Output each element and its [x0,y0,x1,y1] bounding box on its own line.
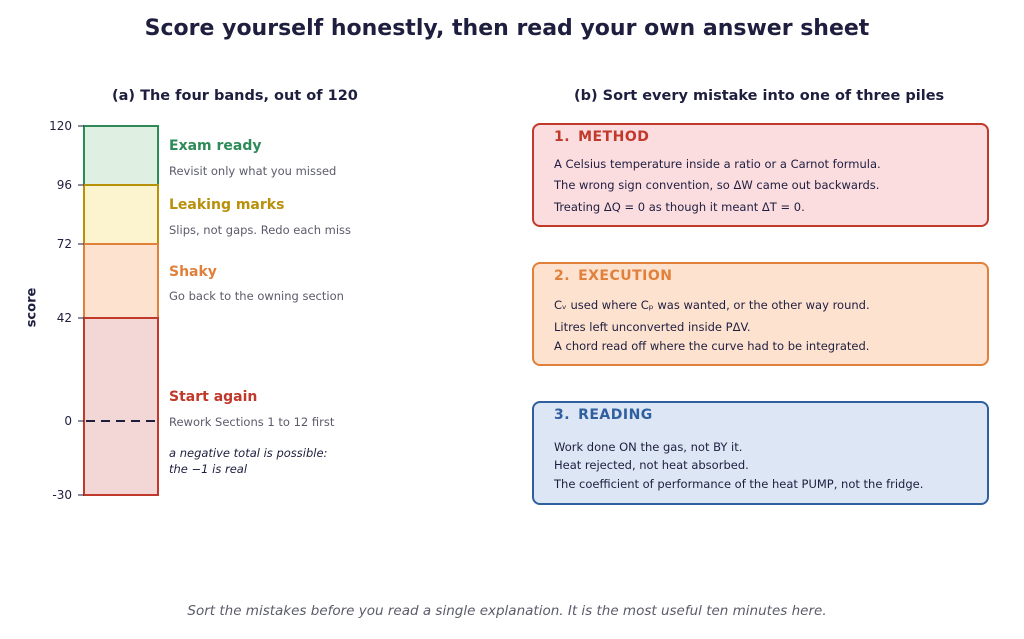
band-desc-start-again: Rework Sections 1 to 12 first [169,415,335,429]
pile-line: A Celsius temperature inside a ratio or a Carnot formula. [554,157,881,171]
pile-line: The wrong sign convention, so ΔW came out backwards. [554,178,880,192]
band-label-exam-ready: Exam ready [169,138,262,154]
pile-heading [554,129,649,145]
note-line: the −1 is real [169,462,248,476]
pile-line: A chord read off where the curve had to be integrated. [554,339,870,353]
pile-line: Litres left unconverted inside PΔV. [554,320,751,334]
band-start-again [84,318,158,495]
pile-name: METHOD [578,129,650,145]
pile-line: The coefficient of performance of the heat PUMP, not the fridge. [554,477,924,491]
page-title: Score yourself honestly, then read your own answer sheet [144,16,870,41]
pile-line: Treating ΔQ = 0 as though it meant ΔT = 0. [554,200,805,214]
tick-label: 42 [56,311,72,325]
tick-label: -30 [52,488,72,502]
pile-execution [532,262,989,366]
band-exam-ready [84,126,158,185]
negative-total-note [169,445,327,477]
pile-number: 1. [554,129,571,145]
pile-method [532,123,989,227]
tick-label: 72 [56,237,72,251]
pile-line: Heat rejected, not heat absorbed. [554,458,749,472]
pile-heading [554,268,673,284]
band-shaky [84,244,158,318]
tick-label: 0 [64,414,72,428]
panel-a-title: (a) The four bands, out of 120 [112,88,358,104]
band-desc-shaky: Go back to the owning section [169,289,344,303]
tick-label: 120 [49,119,72,133]
footer-note: Sort the mistakes before you read a single explanation. It is the most useful ten minutes here. [187,603,827,619]
panel-b-title: (b) Sort every mistake into one of three piles [574,88,945,104]
band-label-shaky: Shaky [169,264,217,280]
note-line: a negative total is possible: [169,446,328,460]
tick-label: 96 [56,178,72,192]
band-label-leaking-marks: Leaking marks [169,197,285,213]
pile-name: READING [578,407,653,423]
y-axis-label: score [24,287,40,328]
band-leaking-marks [84,185,158,244]
band-desc-leaking-marks: Slips, not gaps. Redo each miss [169,223,352,237]
pile-reading [532,401,989,505]
pile-name: EXECUTION [578,268,673,284]
pile-number: 2. [554,268,571,284]
pile-line: Cᵥ used where Cₚ was wanted, or the other way round. [554,298,870,312]
pile-line: Work done ON the gas, not BY it. [554,440,743,454]
pile-heading [554,407,653,423]
pile-number: 3. [554,407,571,423]
band-desc-exam-ready: Revisit only what you missed [169,164,337,178]
band-label-start-again: Start again [169,389,258,405]
